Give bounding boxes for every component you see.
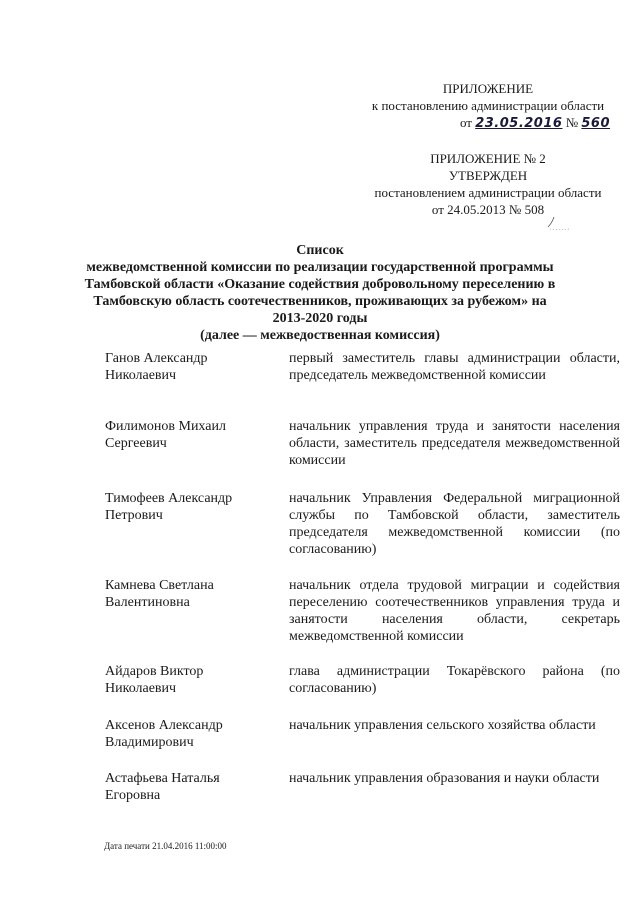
member-role: начальник управления сельского хозяйства области bbox=[289, 718, 596, 733]
appendix-header-second bbox=[358, 150, 618, 218]
appendix-title: ПРИЛОЖЕНИЕ bbox=[442, 81, 534, 96]
title-line-4: Тамбовскую область соотечественников, проживающих за рубежом» на bbox=[93, 294, 547, 309]
appendix2-ref: от 24.05.2013 № 508 bbox=[431, 202, 545, 217]
title-line-5: 2013-2020 годы bbox=[272, 311, 368, 326]
handwritten-number: 560 bbox=[581, 116, 610, 131]
member-role: начальник Управления Федеральной миграционной службы по Тамбовской области, заместитель председателя межведомственной комиссии (по согласованию) bbox=[289, 491, 620, 557]
member-name: Аксенов Александр Владимирович bbox=[105, 718, 223, 750]
title-line-3: Тамбовской области «Оказание содействия добровольному переселению в bbox=[84, 277, 556, 292]
member-name: Тимофеев Александр Петрович bbox=[105, 491, 233, 523]
print-date-footer: Дата печати 21.04.2016 11:00:00 bbox=[104, 841, 227, 851]
member-name: Астафьева Наталья Егоровна bbox=[105, 771, 220, 803]
member-role: начальник отдела трудовой миграции и содействия переселению соотечественников управления труда и занятости населения области, секретарь межведомственной комиссии bbox=[289, 578, 620, 644]
member-name: Айдаров Виктор Николаевич bbox=[105, 664, 204, 696]
title-line-1: Список bbox=[296, 243, 344, 258]
title-line-2: межведомственной комиссии по реализации государственной программы bbox=[86, 260, 554, 275]
appendix2-title: ПРИЛОЖЕНИЕ № 2 bbox=[430, 151, 546, 166]
pen-mark-icon bbox=[540, 213, 580, 233]
title-line-6: (далее — межведоственная комиссия) bbox=[200, 328, 440, 343]
ref-prefix: от bbox=[459, 115, 472, 130]
appendix-header-top bbox=[358, 80, 618, 132]
member-name: Камнева Светлана Валентиновна bbox=[105, 578, 214, 610]
member-role: начальник управления образования и науки области bbox=[289, 771, 600, 786]
member-role: начальник управления труда и занятости населения области, заместитель председателя межведомственной комиссии bbox=[289, 419, 620, 468]
member-role: первый заместитель главы администрации области, председатель межведомственной комиссии bbox=[289, 351, 620, 383]
handwritten-date: 23.05.2016 bbox=[475, 116, 563, 131]
appendix-subtitle: к постановлению администрации области bbox=[371, 98, 605, 113]
appendix-reference bbox=[358, 114, 618, 132]
appendix2-by: постановлением администрации области bbox=[374, 185, 602, 200]
member-role: глава администрации Токарёвского района (по согласованию) bbox=[289, 664, 620, 696]
member-name: Филимонов Михаил Сергеевич bbox=[105, 419, 226, 451]
document-title bbox=[80, 242, 560, 344]
member-name: Ганов Александр Николаевич bbox=[105, 351, 208, 383]
ref-number-prefix: № bbox=[565, 115, 579, 130]
appendix2-approved: УТВЕРЖДЕН bbox=[448, 168, 528, 183]
